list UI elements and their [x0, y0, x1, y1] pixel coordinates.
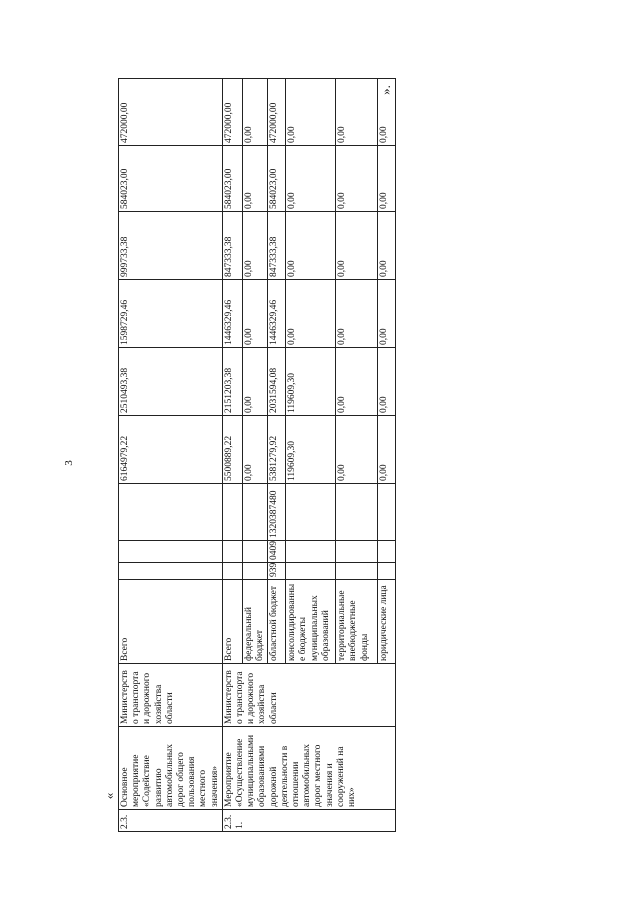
year2-value: 0,00: [378, 280, 396, 348]
year1-value: 0,00: [242, 348, 267, 416]
year2-value: 0,00: [286, 280, 336, 348]
rz-code: [378, 541, 396, 563]
total-value: 5381279,92: [268, 416, 286, 484]
year4-value: 0,00: [336, 146, 378, 212]
total-value: 6164979,22: [119, 416, 223, 484]
page-number: 3: [62, 460, 75, 466]
year5-value: 0,00: [286, 79, 336, 146]
row-number: 2.3.1.: [222, 810, 395, 832]
rz-code: [286, 541, 336, 563]
csr-code: [119, 484, 223, 541]
row-number: 2.3.: [119, 810, 223, 832]
table-wrapper: [118, 80, 390, 832]
year3-value: 999733,38: [119, 212, 223, 280]
year5-value: 472000,00: [222, 79, 242, 146]
year1-value: 119609,30: [286, 348, 336, 416]
csr-code: [336, 484, 378, 541]
rz-code: [242, 541, 267, 563]
year3-value: 0,00: [336, 212, 378, 280]
funding-source: территориальные внебюджетные фонды: [336, 580, 378, 664]
year5-value: 472000,00: [119, 79, 223, 146]
grbs-code: [119, 563, 223, 580]
year3-value: 847333,38: [222, 212, 242, 280]
year2-value: 1446329,46: [268, 280, 286, 348]
grbs-code: [222, 563, 242, 580]
year5-value: 0,00: [242, 79, 267, 146]
total-value: 119609,30: [286, 416, 336, 484]
csr-code: 1320387480: [268, 484, 286, 541]
total-value: 0,00: [336, 416, 378, 484]
grbs-code: [336, 563, 378, 580]
executor: Министерство транспорта и дорожного хозяйства области: [119, 664, 223, 727]
table-row: [119, 79, 223, 832]
year3-value: 0,00: [378, 212, 396, 280]
year5-value: 472000,00: [268, 79, 286, 146]
year5-value: 0,00: [336, 79, 378, 146]
year1-value: 2031594,08: [268, 348, 286, 416]
year4-value: 0,00: [378, 146, 396, 212]
funding-source: Всего: [119, 580, 223, 664]
executor: Министерство транспорта и дорожного хозяйства области: [222, 664, 395, 727]
year1-value: 2151203,38: [222, 348, 242, 416]
rz-code: 0409: [268, 541, 286, 563]
csr-code: [222, 484, 242, 541]
rotated-table: [118, 80, 390, 832]
funding-source: Всего: [222, 580, 242, 664]
year1-value: 0,00: [336, 348, 378, 416]
funding-source: федеральный бюджет: [242, 580, 267, 664]
funding-source: юридические лица: [378, 580, 396, 664]
year3-value: 0,00: [242, 212, 267, 280]
year2-value: 1598729,46: [119, 280, 223, 348]
year3-value: 0,00: [286, 212, 336, 280]
grbs-code: [378, 563, 396, 580]
year2-value: 0,00: [336, 280, 378, 348]
rz-code: [119, 541, 223, 563]
csr-code: [378, 484, 396, 541]
total-value: 0,00: [242, 416, 267, 484]
year3-value: 847333,38: [268, 212, 286, 280]
year1-value: 0,00: [378, 348, 396, 416]
year2-value: 0,00: [242, 280, 267, 348]
total-value: 0,00: [378, 416, 396, 484]
year4-value: 584023,00: [119, 146, 223, 212]
quote-open: «: [101, 792, 117, 800]
total-value: 5500889,22: [222, 416, 242, 484]
quote-close: ».: [377, 85, 393, 95]
grbs-code: [242, 563, 267, 580]
csr-code: [242, 484, 267, 541]
year4-value: 584023,00: [268, 146, 286, 212]
event-name: Основное мероприятие «Содействие развитию автомобильных дорог общего пользования местного значения»: [119, 727, 223, 810]
rz-code: [336, 541, 378, 563]
year1-value: 2510493,38: [119, 348, 223, 416]
year5-value: 0,00: [378, 79, 396, 146]
event-name: Мероприятие «Осуществление муниципальными образованиями дорожной деятельности в отношении автомобильных дорог местного значения и сооружений на них»: [222, 727, 395, 810]
year4-value: 0,00: [242, 146, 267, 212]
year4-value: 584023,00: [222, 146, 242, 212]
year2-value: 1446329,46: [222, 280, 242, 348]
table-row: [222, 79, 242, 832]
rz-code: [222, 541, 242, 563]
year4-value: 0,00: [286, 146, 336, 212]
funding-source: консолидированные бюджеты муниципальных образований: [286, 580, 336, 664]
grbs-code: 939: [268, 563, 286, 580]
csr-code: [286, 484, 336, 541]
grbs-code: [286, 563, 336, 580]
budget-table: [118, 78, 396, 832]
funding-source: областной бюджет: [268, 580, 286, 664]
